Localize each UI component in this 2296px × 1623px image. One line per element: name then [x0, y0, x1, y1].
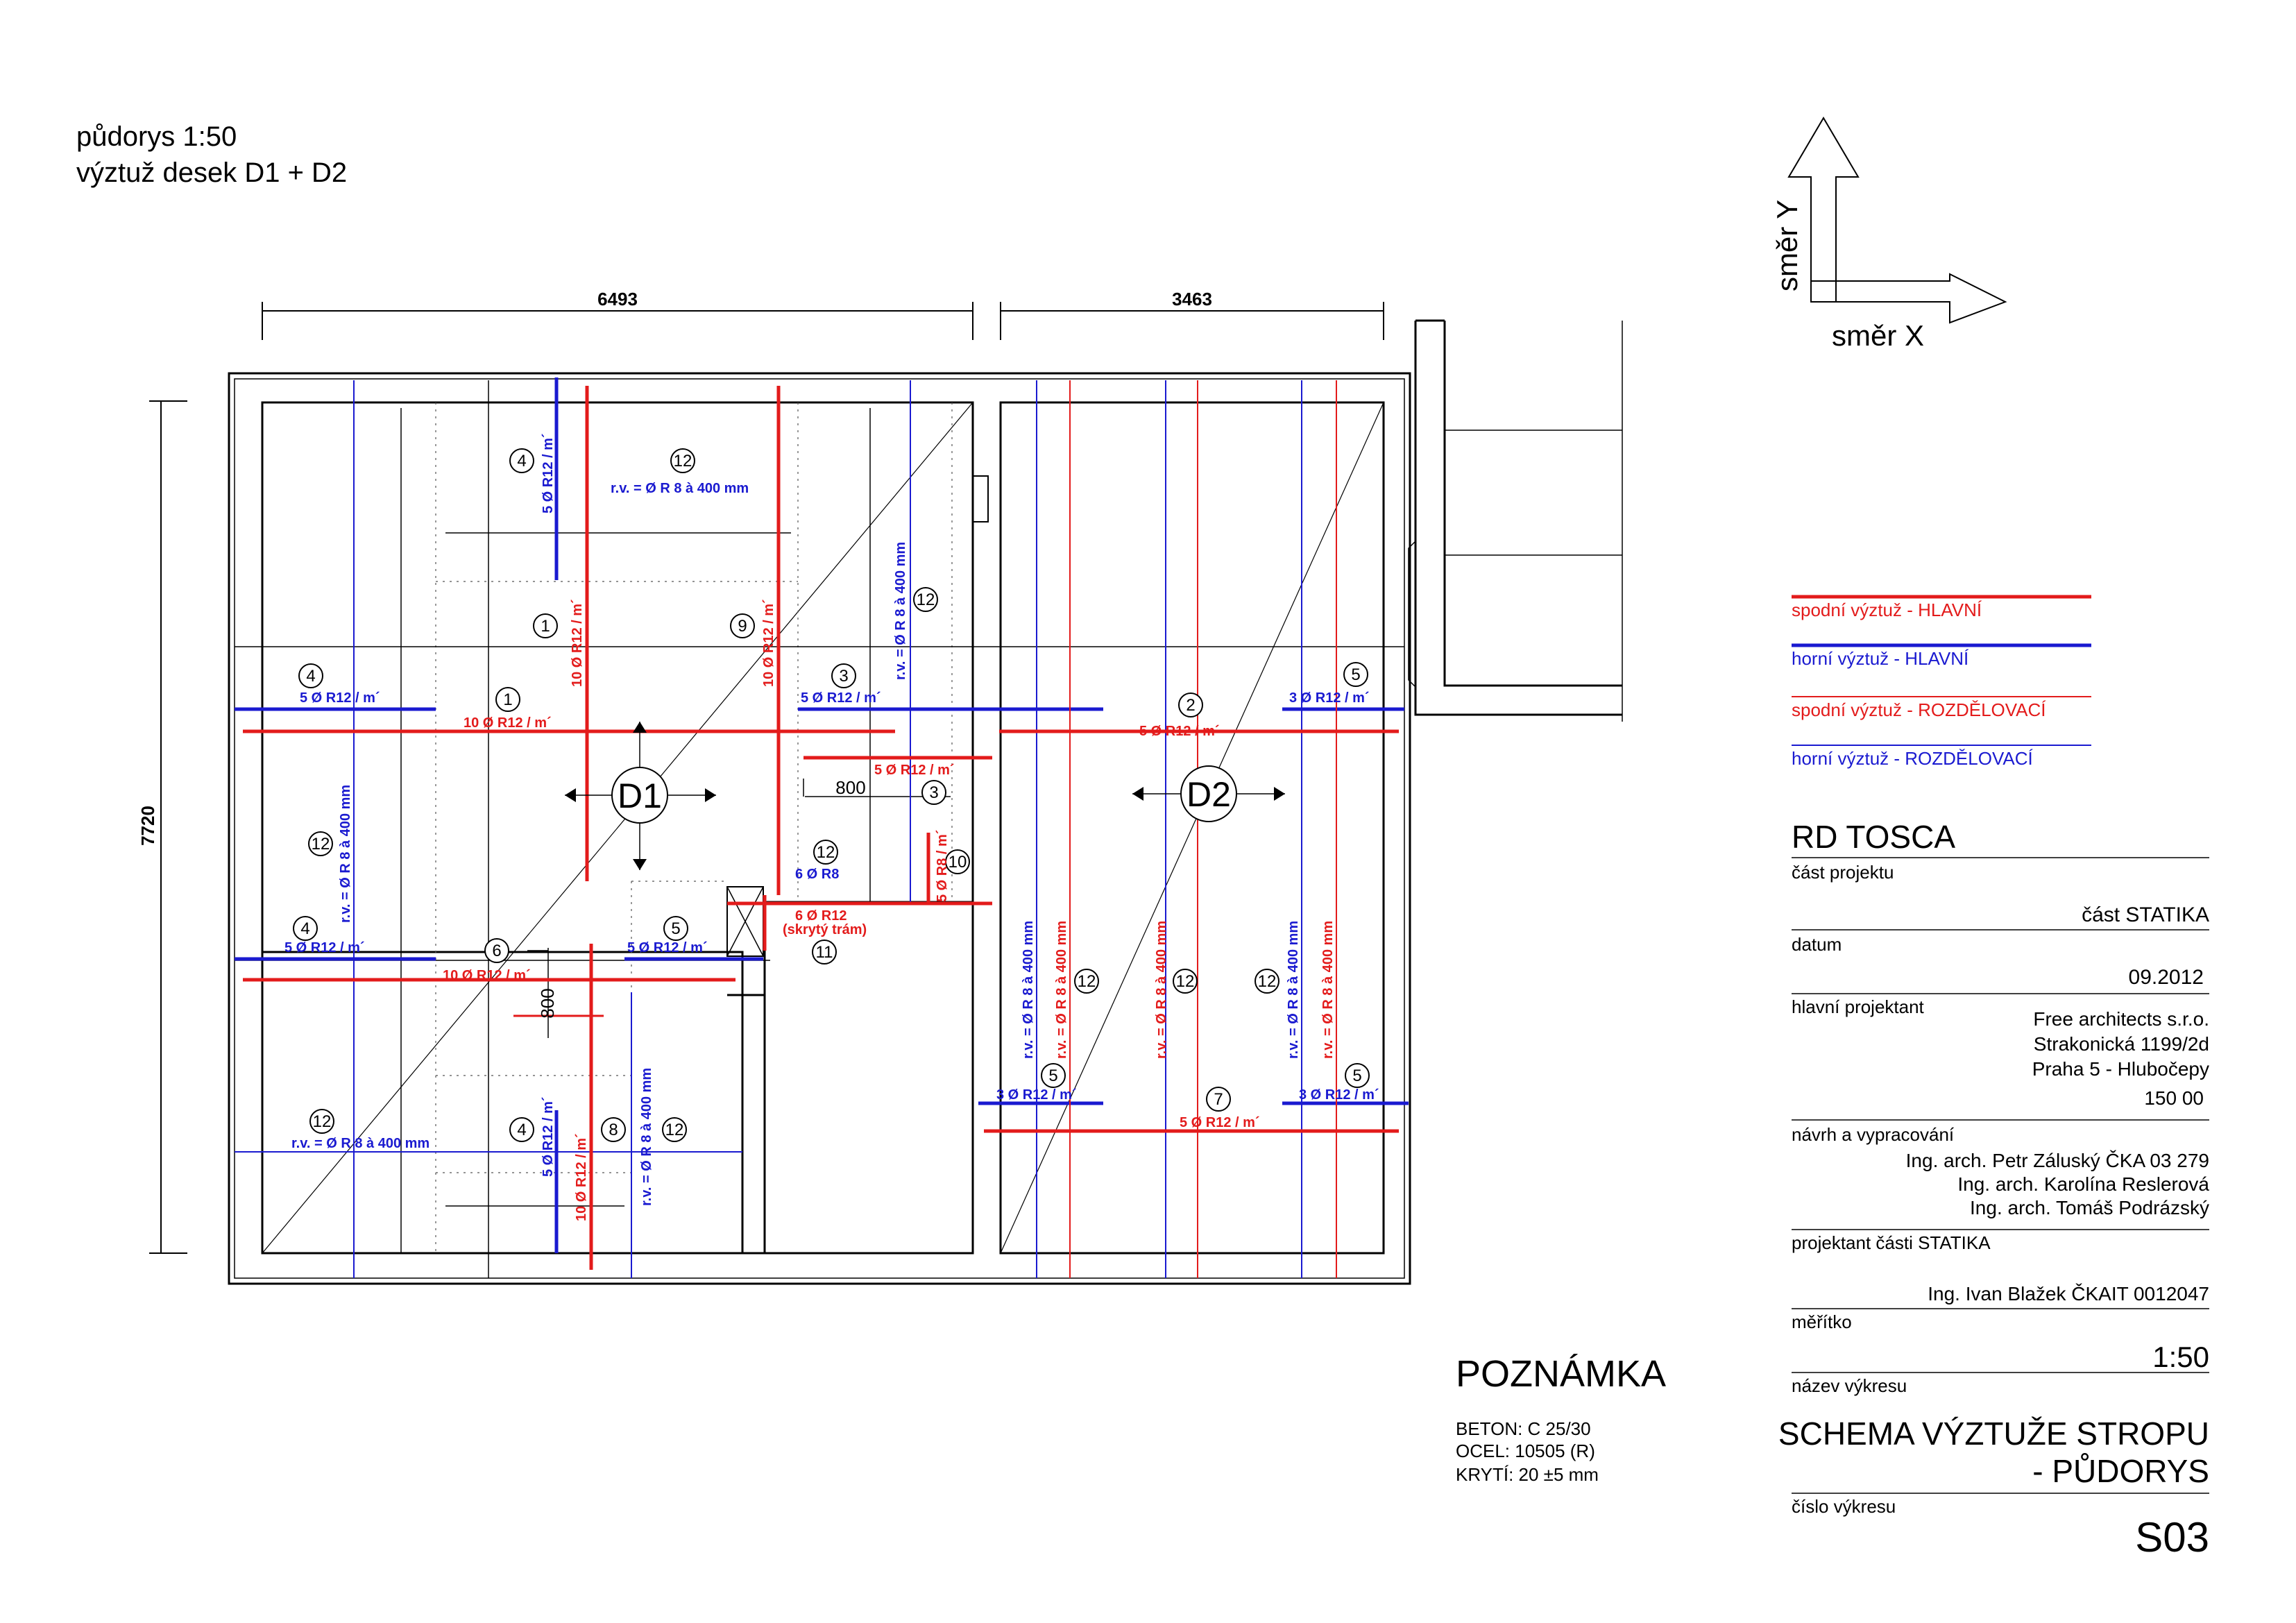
marker-11: [813, 940, 836, 964]
marker-text: 3: [929, 783, 939, 802]
rebar-label: 6 Ø R8: [795, 867, 840, 882]
marker-text: 12: [816, 843, 835, 862]
marker-text: 12: [673, 452, 692, 470]
marker-4c: [294, 917, 317, 940]
rebar-label: r.v. = Ø R 8 à 400 mm: [1286, 920, 1301, 1059]
rebar-label: 10 Ø R12 / m´: [570, 599, 585, 687]
architect-line: Free architects s.r.o.: [2033, 1008, 2209, 1030]
marker-text: 12: [1077, 972, 1096, 991]
rebar-label: 5 Ø R12 / m´: [874, 763, 955, 778]
rebar-label: r.v. = Ø R 8 à 400 mm: [893, 541, 908, 680]
rebar-label: r.v. = Ø R 8 à 400 mm: [338, 784, 353, 923]
header-subtitle: výztuž desek D1 + D2: [76, 158, 348, 188]
project-name: RD TOSCA: [1792, 819, 1956, 855]
marker-text: 1: [541, 617, 550, 636]
marker-text: 5: [671, 919, 681, 938]
marker-12d: [814, 840, 837, 864]
marker-text: 11: [815, 943, 833, 962]
rebar-label: r.v. = Ø R 8 à 400 mm: [1154, 920, 1169, 1059]
dim-800-horizontal: 800: [835, 777, 866, 798]
marker-12f: [1173, 969, 1197, 993]
marker-text: 8: [609, 1121, 618, 1139]
marker-text: 4: [517, 452, 527, 470]
drawing-name-line1: SCHEMA VÝZTUŽE STROPU: [1778, 1416, 2209, 1452]
rebar-label: 10 Ø R12 / m´: [464, 715, 552, 731]
scale-label: měřítko: [1792, 1311, 1852, 1332]
marker-text: 12: [665, 1121, 684, 1139]
rebar-label: 6 Ø R12: [795, 908, 847, 924]
marker-12g: [1255, 969, 1279, 993]
drawing-number-label: číslo výkresu: [1792, 1496, 1896, 1517]
marker-12h: [310, 1110, 334, 1133]
drawing-number-value: S03: [2135, 1514, 2209, 1561]
date-label: datum: [1792, 934, 1842, 955]
marker-12a: [671, 449, 695, 473]
part-label: část projektu: [1792, 862, 1894, 883]
marker-text: 12: [311, 835, 330, 853]
rebar-label: r.v. = Ø R 8 à 400 mm: [291, 1136, 430, 1151]
marker-12i: [663, 1118, 686, 1141]
rebar-label: 3 Ø R12 / m´: [1299, 1087, 1379, 1103]
legend-label-dist-top: horní výztuž - ROZDĚLOVACÍ: [1792, 748, 2033, 769]
marker-text: 2: [1186, 696, 1196, 715]
rebar-label: 3 Ø R12 / m´: [1289, 690, 1370, 706]
axis-x-label: směr X: [1832, 319, 1925, 352]
dim-width-left: 6493: [597, 289, 638, 309]
slab-label-d1: D1: [618, 776, 662, 815]
marker-text: 4: [517, 1121, 527, 1139]
drawing-name-line2: - PŮDORYS: [2032, 1453, 2209, 1489]
rebar-label: 5 Ø R8 / m´: [935, 829, 950, 902]
marker-12b: [914, 588, 937, 611]
marker-4a: [510, 449, 534, 473]
marker-6: [485, 939, 509, 962]
note-line: OCEL: 10505 (R): [1456, 1441, 1595, 1461]
architect-line: 150 00: [2144, 1087, 2204, 1109]
rebar-label: 5 Ø R12 / m´: [1180, 1115, 1260, 1130]
marker-text: 10: [948, 853, 967, 872]
marker-4d: [510, 1118, 534, 1141]
dim-width-right: 3463: [1172, 289, 1212, 309]
marker-text: 1: [503, 690, 513, 709]
marker-text: 12: [312, 1112, 332, 1131]
legend-label-main-top: horní výztuž - HLAVNÍ: [1792, 648, 1969, 669]
date-value: 09.2012: [2128, 966, 2204, 989]
rebar-label: 5 Ø R12 / m´: [284, 940, 365, 955]
marker-12e: [1075, 969, 1098, 993]
rebar-label: (skrytý trám): [783, 922, 867, 937]
rebar-label: 5 Ø R12 / m´: [541, 433, 556, 513]
axis-y-label: směr Y: [1771, 199, 1803, 291]
rebar-label: 3 Ø R12 / m´: [996, 1087, 1077, 1103]
note-line: KRYTÍ: 20 ±5 mm: [1456, 1464, 1599, 1485]
marker-text: 3: [839, 667, 849, 686]
note-line: BETON: C 25/30: [1456, 1418, 1591, 1439]
marker-text: 9: [738, 617, 747, 636]
legend-label-main-bottom: spodní výztuž - HLAVNÍ: [1792, 600, 1982, 620]
design-line: Ing. arch. Tomáš Podrázský: [1970, 1197, 2209, 1218]
marker-text: 12: [1257, 972, 1277, 991]
marker-text: 6: [492, 942, 502, 960]
dim-800-vertical: 800: [537, 988, 558, 1019]
drawing-name-label: název výkresu: [1792, 1375, 1907, 1396]
marker-7: [1207, 1087, 1230, 1111]
rebar-label: 10 Ø R12 / m´: [443, 968, 531, 983]
rebar-label: r.v. = Ø R 8 à 400 mm: [1320, 920, 1336, 1059]
part-value: část STATIKA: [2082, 903, 2209, 926]
marker-12c: [309, 832, 332, 856]
marker-text: 12: [1175, 972, 1195, 991]
dim-height: 7720: [137, 806, 158, 846]
architect-line: Strakonická 1199/2d: [2033, 1033, 2209, 1055]
marker-5a: [1344, 663, 1368, 686]
rebar-label: 5 Ø R12 / m´: [300, 690, 380, 706]
design-line: Ing. arch. Karolína Reslerová: [1957, 1173, 2209, 1195]
marker-text: 5: [1352, 1067, 1362, 1085]
rebar-label: 10 Ø R12 / m´: [761, 599, 776, 687]
rebar-label: r.v. = Ø R 8 à 400 mm: [1021, 920, 1036, 1059]
marker-1b: [496, 688, 520, 711]
marker-text: 4: [306, 667, 316, 686]
rebar-label: 5 Ø R12 / m´: [627, 940, 708, 955]
design-label: návrh a vypracování: [1792, 1124, 1955, 1145]
static-value: Ing. Ivan Blažek ČKAIT 0012047: [1928, 1283, 2209, 1305]
marker-text: 5: [1351, 665, 1361, 684]
rebar-label: r.v. = Ø R 8 à 400 mm: [639, 1067, 654, 1206]
marker-text: 12: [916, 590, 935, 609]
marker-text: 5: [1048, 1067, 1058, 1085]
architect-line: Praha 5 - Hlubočepy: [2032, 1058, 2209, 1080]
slab-label-d2: D2: [1187, 775, 1231, 814]
rebar-label: 10 Ø R12 / m´: [574, 1133, 589, 1221]
note-title: POZNÁMKA: [1456, 1353, 1667, 1395]
marker-5d: [1345, 1064, 1369, 1087]
rebar-label: 5 Ø R12 / m´: [541, 1096, 556, 1177]
marker-3a: [832, 664, 856, 688]
rebar-label: r.v. = Ø R 8 à 400 mm: [611, 481, 749, 496]
rebar-label: 5 Ø R12 / m´: [801, 690, 881, 706]
marker-5c: [1041, 1064, 1065, 1087]
header-scale: půdorys 1:50: [76, 121, 237, 152]
marker-5b: [664, 917, 688, 940]
legend-label-dist-bottom: spodní výztuž - ROZDĚLOVACÍ: [1792, 699, 2046, 720]
design-line: Ing. arch. Petr Záluský ČKA 03 279: [1905, 1150, 2209, 1171]
marker-2: [1179, 693, 1202, 717]
marker-1a: [534, 614, 557, 638]
static-label: projektant části STATIKA: [1792, 1232, 1991, 1253]
marker-text: 4: [300, 919, 310, 938]
rebar-label: r.v. = Ø R 8 à 400 mm: [1054, 920, 1069, 1059]
scale-value: 1:50: [2152, 1341, 2209, 1373]
marker-4b: [299, 664, 323, 688]
marker-text: 7: [1214, 1090, 1223, 1109]
rebar-label: 5 Ø R12 / m´: [1139, 724, 1220, 739]
marker-9: [731, 614, 754, 638]
marker-8: [602, 1118, 625, 1141]
marker-3b: [922, 781, 946, 804]
architect-label: hlavní projektant: [1792, 996, 1924, 1017]
